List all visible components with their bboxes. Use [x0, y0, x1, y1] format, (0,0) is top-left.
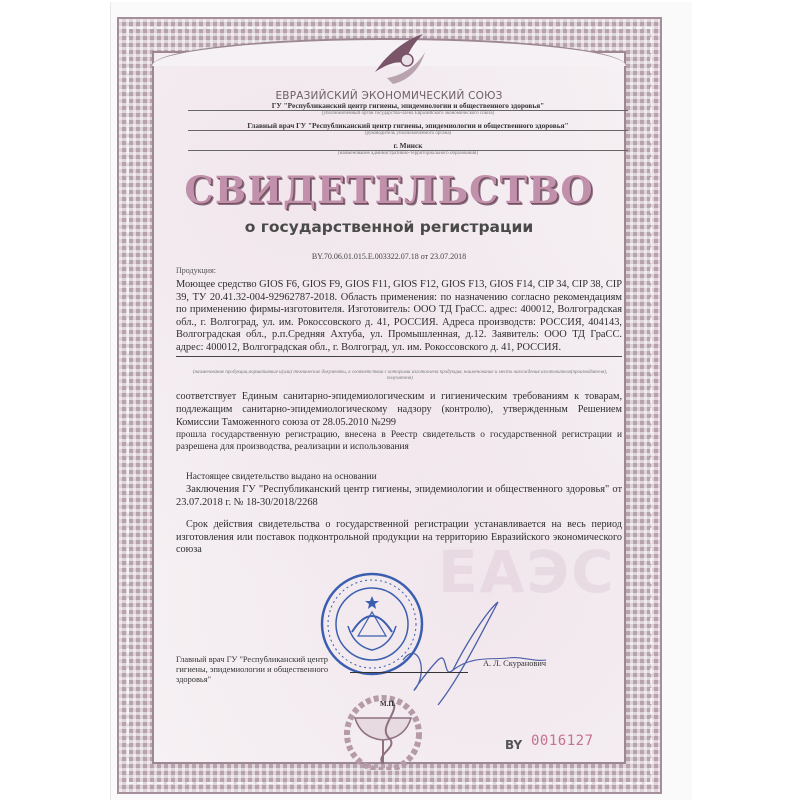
validity-statement: Срок действия свидетельства о государственной регистрации устанавливается на весь период изготовления или поставок подконтрольной продукции на территорию Евразийского экономического союза [176, 519, 622, 556]
seal-label: М.П. [380, 700, 396, 708]
product-description: Моющее средство GIOS F6, GIOS F9, GIOS F11, GIOS F12, GIOS F13, GIOS F14, CIP 34, CIP 38, CIP 39, ТУ 20.41.32-004-92962787-2018. Область применения: по назначению согласно рекомендациям по применению фирмы-изготовителя. Изготовитель: ООО ТД ГраСС. адрес: 400012, Волгоградская обл., г. Волгоград, ул. им. Рокоссовского д. 41, РОССИЯ. Адреса производств: РОССИЯ, 404143, Волгоградская обл., р.п.Средняя Ахтуба, ул. Промышленная, д.12. Заявитель: ООО ТД ГраСС. адрес: 400012, Волгоградская обл., г. Волгоград, ул. им. Рокоссовского д. 41, РОССИЯ. [176, 279, 622, 357]
head-caption: (руководитель уполномоченного органа) [364, 131, 452, 136]
signer-position: Главный врач ГУ "Республиканский центр гигиены, эпидемиологии и общественного здоровья" [176, 655, 329, 685]
city-caption: (наименование административно-территориального образования) [337, 151, 478, 156]
certificate-subtitle: о государственной регистрации [244, 218, 534, 236]
product-label: Продукция: [176, 266, 216, 275]
city-field: г. Минск [188, 141, 628, 151]
registration-number: BY.70.06.01.015.E.003322.07.18 от 23.07.2018 [311, 252, 467, 261]
authority-caption: (уполномоченный орган государства-члена Евразийского экономического союза) [321, 111, 495, 116]
eaeu-logo-icon [365, 30, 435, 90]
conformity-statement: соответствует Единым санитарно-эпидемиологическим и гигиеническим требованиям к товарам, подлежащим санитарно-эпидемиологическому надзору (контролю), утвержденным Решением Комиссии Таможенного союза от 28.05.2010 №299 [176, 391, 622, 428]
conclusion-reference: Заключения ГУ "Республиканский центр гигиены, эпидемиологии и общественного здоровья" от 23.07.2018 г. № 18-30/2018/2268 [176, 484, 622, 508]
authority-field: ГУ "Республиканский центр гигиены, эпидемиологии и общественного здоровья" [188, 101, 628, 111]
eaeu-watermark: ЕАЭС [438, 538, 616, 606]
serial-number: 0016127 [531, 733, 594, 749]
union-name: ЕВРАЗИЙСКИЙ ЭКОНОМИЧЕСКИЙ СОЮЗ [275, 90, 503, 102]
product-caption: (наименование продукции,нормативные и(или) технические документы, в соответствии с которыми изготовлена продукция, наименование и место нахождения изготовителя(производителя), получателя) [192, 370, 608, 382]
signature-line [350, 672, 468, 673]
registration-statement: прошла государственную регистрацию, внесена в Реестр свидетельств о государственной регистрации и разрешена для производства, реализации и использования [176, 430, 622, 452]
head-field: Главный врач ГУ "Республиканский центр гигиены, эпидемиологии и общественного здоровья" [188, 121, 628, 131]
issued-basis-label: Настоящее свидетельство выдано на основании [186, 472, 377, 482]
certificate-title: СВИДЕТЕЛЬСТВО [184, 168, 594, 212]
signer-name: А. Л. Скуранович [483, 659, 547, 668]
serial-prefix: BY [505, 738, 523, 752]
